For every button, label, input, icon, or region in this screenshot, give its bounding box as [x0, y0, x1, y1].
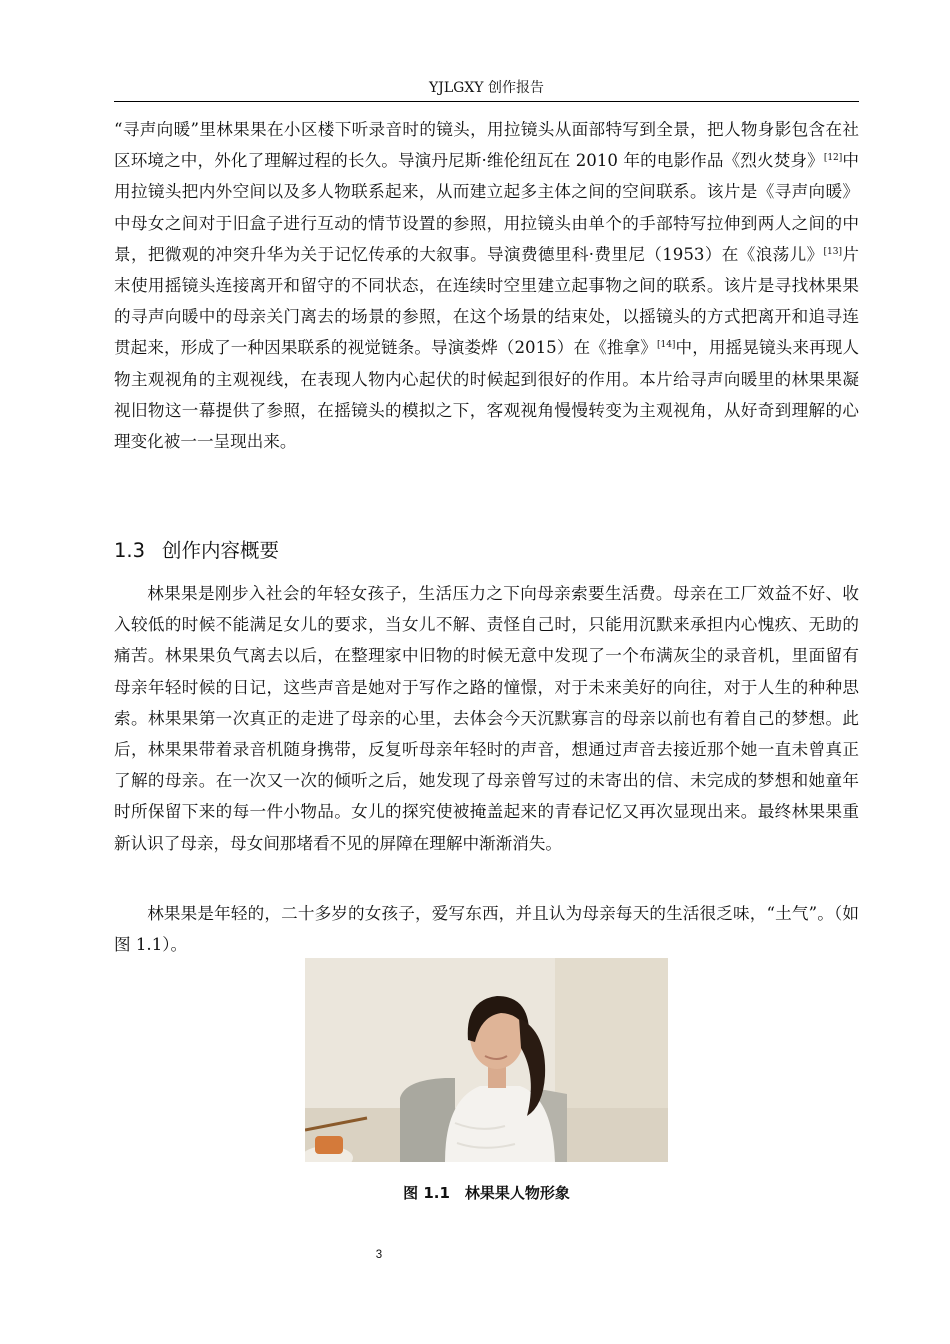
paragraph-film-references [114, 114, 859, 457]
section-title: 创作内容概要 [162, 539, 280, 562]
paragraph-segment: 中，用摇晃镜头来再现人物主观视角的主观视线，在表现人物内心起伏的时候起到很好的作用。本片给寻声向暖里的林果果凝视旧物这一幕提供了参照，在摇镜头的模拟之下，客观视角慢慢转变为主观视角，从好奇到理解的心理变化被一一呈现出来。 [114, 338, 859, 452]
citation-12[interactable]: [12] [823, 153, 843, 164]
character-photo [305, 958, 668, 1162]
figure-character-photo [305, 958, 668, 1162]
section-heading [114, 537, 859, 565]
figure-caption: 图 1.1 林果果人物形象 [403, 1184, 570, 1202]
paragraph-synopsis: 林果果是刚步入社会的年轻女孩子，生活压力之下向母亲索要生活费。母亲在工厂效益不好、收入较低的时候不能满足女儿的要求，当女儿不解、责怪自己时，只能用沉默来承担内心愧疚、无助的痛苦。林果果负气离去以后，在整理家中旧物的时候无意中发现了一个布满灰尘的录音机，里面留有母亲年轻时候的日记，这些声音是她对于写作之路的憧憬，对于未来美好的向往，对于人生的种种思索。林果果第一次真正的走进了母亲的心里，去体会今天沉默寡言的母亲以前也有着自己的梦想。此后，林果果带着录音机随身携带，反复听母亲年轻时的声音，想通过声音去接近那个她一直未曾真正了解的母亲。在一次又一次的倾听之后，她发现了母亲曾写过的未寄出的信、未完成的梦想和她童年时所保留下来的每一件小物品。女儿的探究使被掩盖起来的青春记忆又再次显现出来。最终林果果重新认识了母亲，母女间那堵看不见的屏障在理解中渐渐消失。 [114, 584, 859, 853]
paragraph-segment: 中用拉镜头把内外空间以及多人物联系起来，从而建立起多主体之间的空间联系。该片是《寻声向暖》中母女之间对于旧盒子进行互动的情节设置的参照，用拉镜头由单个的手部特写拉伸到两人之间的中景，把微观的冲突升华为关于记忆传承的大叙事。导演费德里科·费里尼（1953）在《浪荡儿》 [114, 151, 859, 264]
paragraph-segment: “寻声向暖”里林果果在小区楼下听录音时的镜头，用拉镜头从面部特写到全景，把人物身影包含在社区环境之中，外化了理解过程的长久。导演丹尼斯·维伦纽瓦在 2010 年的电影作品《烈火焚身》 [114, 120, 859, 171]
citation-13[interactable]: [13] [823, 246, 843, 257]
running-header: YJLGXY 创作报告 [429, 80, 544, 96]
citation-14[interactable]: [14] [656, 340, 676, 351]
paragraph-character: 林果果是年轻的，二十多岁的女孩子，爱写东西，并且认为母亲每天的生活很乏味，“土气”。（如图 1.1）。 [114, 904, 859, 955]
page-number: 3 [375, 1249, 383, 1261]
section-number: 1.3 [114, 539, 146, 562]
paragraph-segment: 片末使用摇镜头连接离开和留守的不同状态，在连续时空里建立起事物之间的联系。该片是寻找林果果的寻声向暖中的母亲关门离去的场景的参照，在这个场景的结束处，以摇镜头的方式把离开和追寻连贯起来，形成了一种因果联系的视觉链条。导演娄烨（2015）在《推拿》 [114, 244, 859, 358]
header-rule [114, 101, 859, 102]
